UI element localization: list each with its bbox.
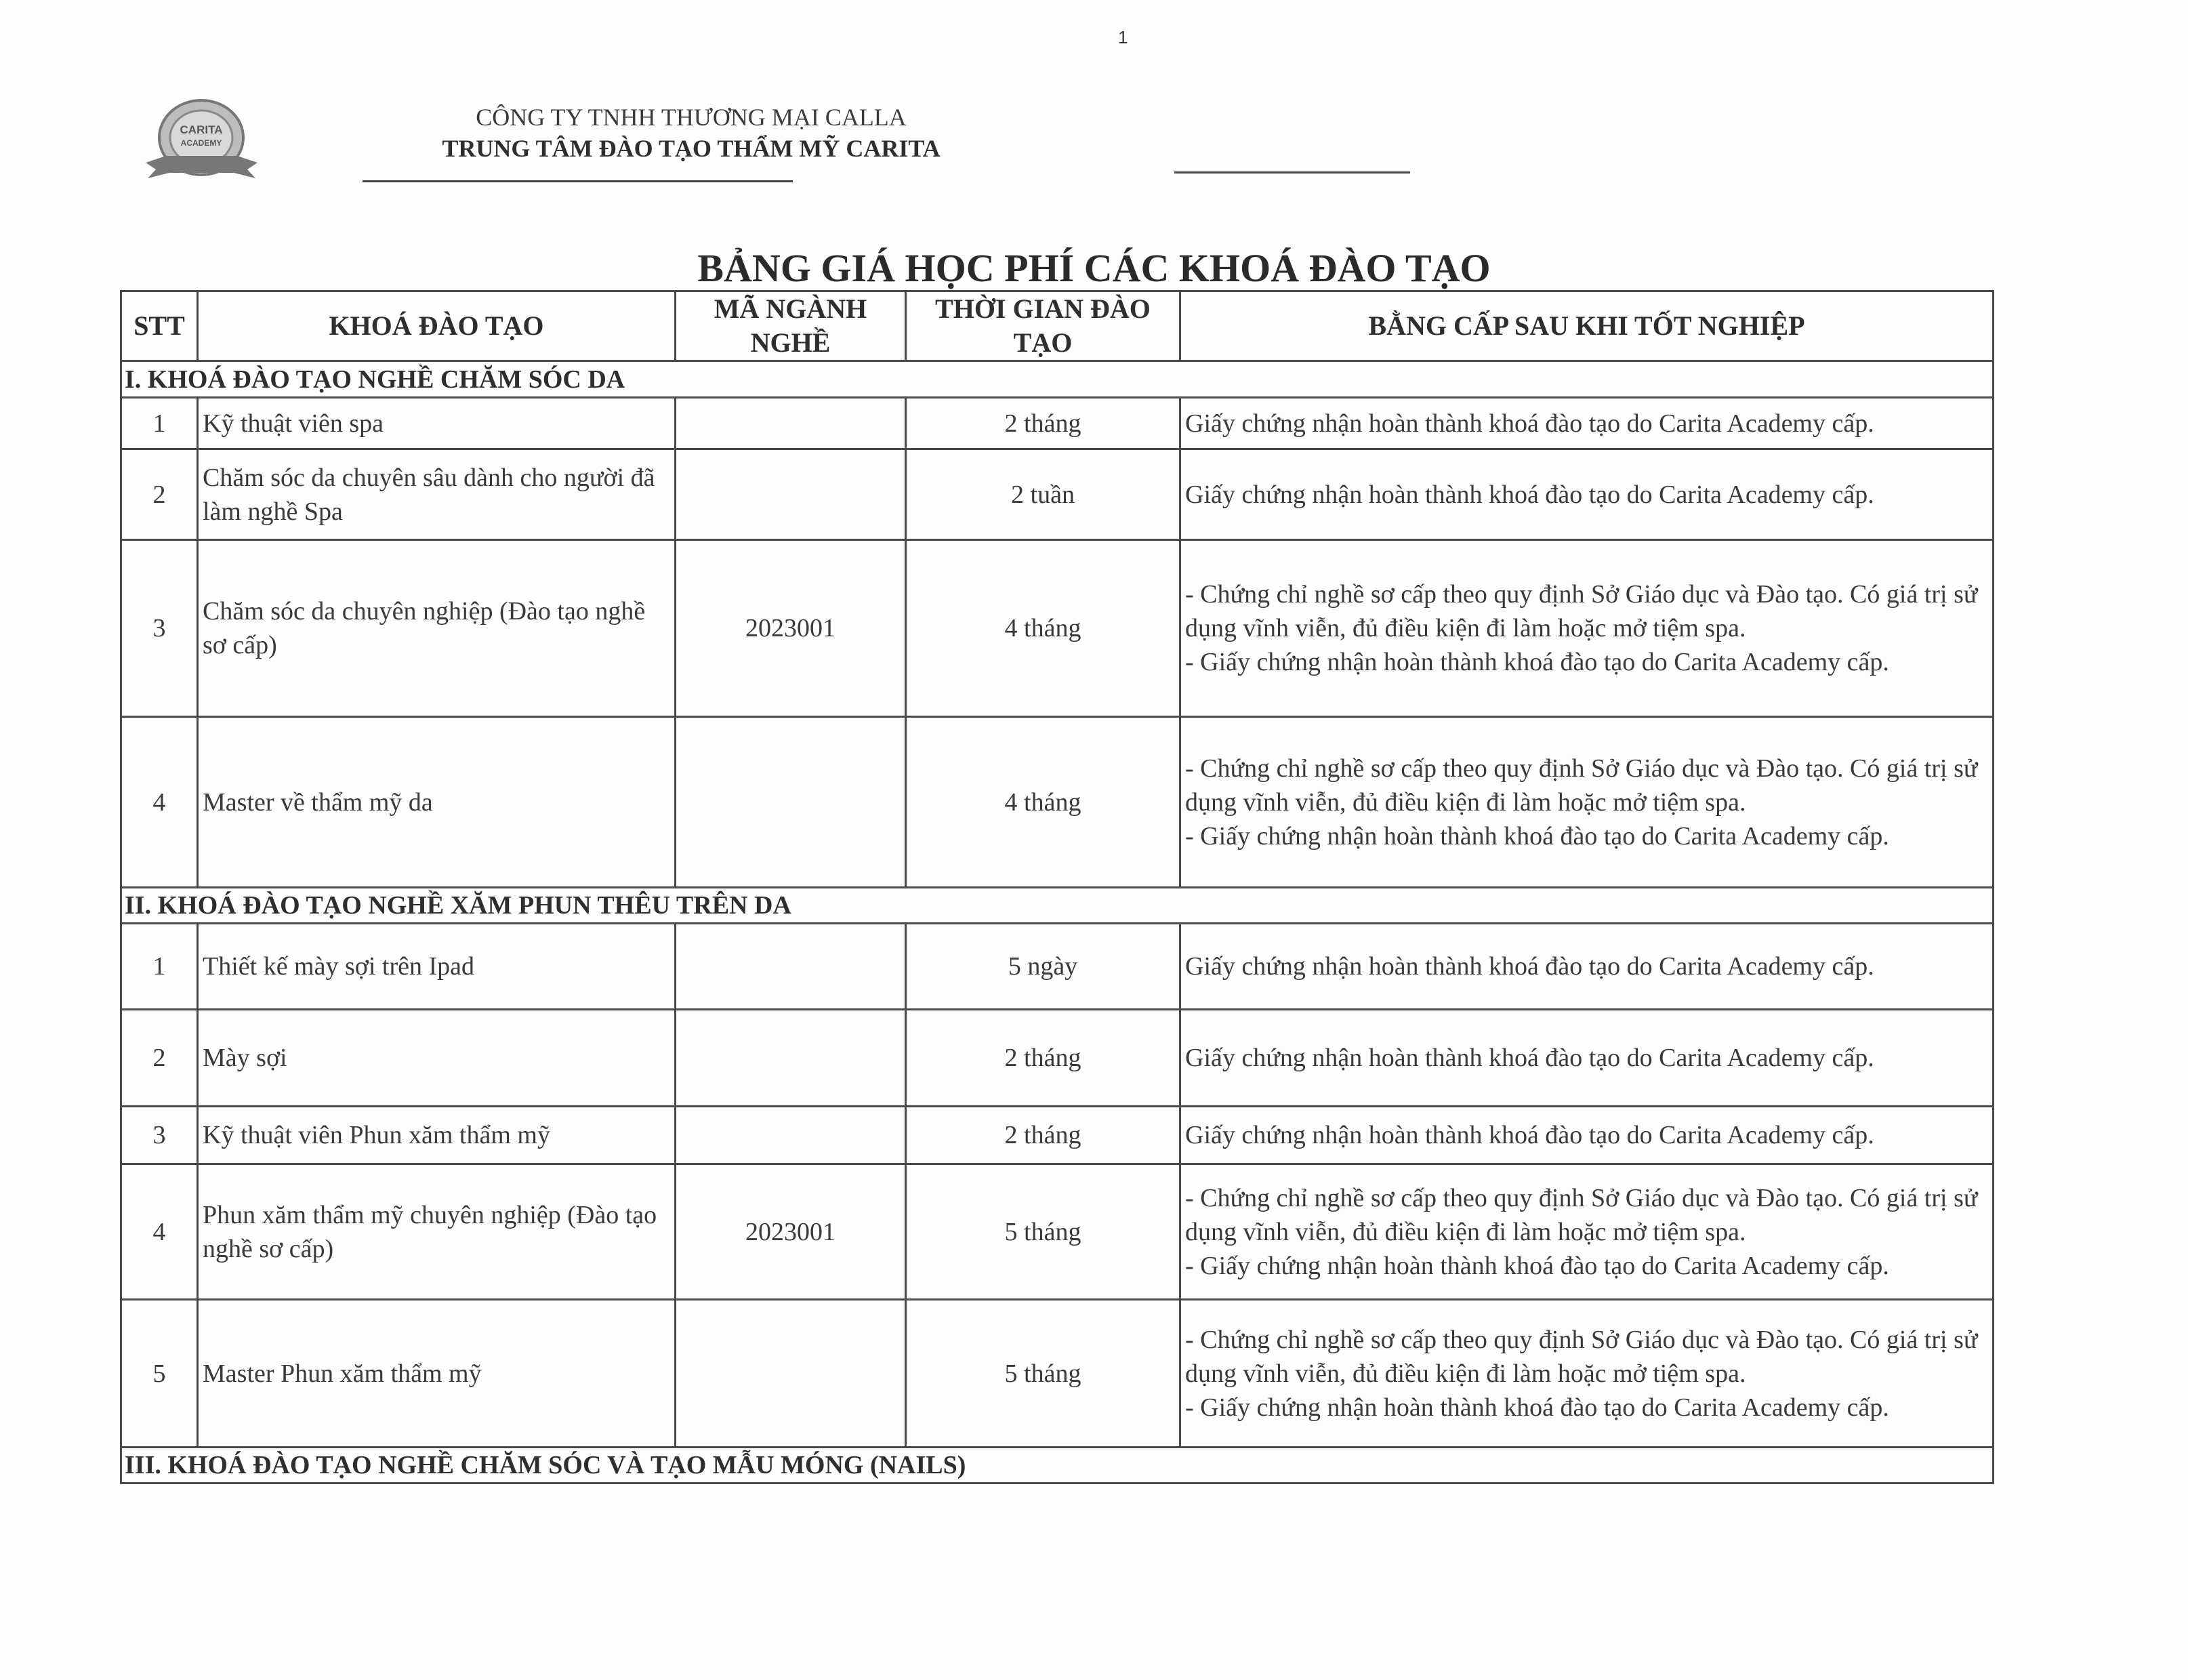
row-code: 2023001 xyxy=(676,1164,906,1300)
certificate-line: - Giấy chứng nhận hoàn thành khoá đào tạo do Carita Academy cấp. xyxy=(1185,821,1889,851)
table-row xyxy=(121,924,1994,1010)
table-row xyxy=(121,1010,1994,1107)
logo-text-line1: CARITA xyxy=(180,123,223,136)
row-course: Master về thẩm mỹ da xyxy=(198,717,676,888)
certificate-line: - Giấy chứng nhận hoàn thành khoá đào tạo do Carita Academy cấp. xyxy=(1185,1251,1889,1280)
table-row xyxy=(121,1164,1994,1300)
table-row xyxy=(121,398,1994,449)
row-course: Kỹ thuật viên Phun xăm thẩm mỹ xyxy=(198,1107,676,1164)
section-row xyxy=(121,888,1994,924)
certificate-line: - Chứng chỉ nghề sơ cấp theo quy định Sở Giáo dục và Đào tạo. Có giá trị sử dụng vĩnh viễn, đủ điều kiện đi làm hoặc mở tiệm spa. xyxy=(1185,580,1978,642)
row-certificate xyxy=(1180,398,1994,449)
row-stt: 3 xyxy=(121,1107,198,1164)
row-duration: 5 ngày xyxy=(906,924,1180,1010)
row-code xyxy=(676,449,906,540)
course-table xyxy=(120,290,1994,1484)
row-code xyxy=(676,1010,906,1107)
certificate-line: - Giấy chứng nhận hoàn thành khoá đào tạo do Carita Academy cấp. xyxy=(1185,648,1889,676)
row-code xyxy=(676,924,906,1010)
row-course: Chăm sóc da chuyên nghiệp (Đào tạo nghề sơ cấp) xyxy=(198,540,676,717)
header-underline-right xyxy=(1174,171,1410,173)
center-name: TRUNG TÂM ĐÀO TẠO THẨM MỸ CARITA xyxy=(442,135,941,162)
row-stt: 2 xyxy=(121,449,198,540)
row-duration: 4 tháng xyxy=(906,717,1180,888)
table-row xyxy=(121,449,1994,540)
row-duration: 2 tuần xyxy=(906,449,1180,540)
col-header-course: KHOÁ ĐÀO TẠO xyxy=(198,291,676,361)
row-stt: 1 xyxy=(121,924,198,1010)
row-certificate xyxy=(1180,449,1994,540)
row-certificate xyxy=(1180,924,1994,1010)
certificate-line: Giấy chứng nhận hoàn thành khoá đào tạo do Carita Academy cấp. xyxy=(1185,480,1874,509)
carita-academy-logo xyxy=(139,98,264,186)
row-duration: 2 tháng xyxy=(906,1010,1180,1107)
row-course: Mày sợi xyxy=(198,1010,676,1107)
table-row xyxy=(121,1107,1994,1164)
certificate-line: - Giấy chứng nhận hoàn thành khoá đào tạo do Carita Academy cấp. xyxy=(1185,1393,1889,1422)
col-header-stt: STT xyxy=(121,291,198,361)
row-code xyxy=(676,398,906,449)
document-header xyxy=(352,102,1030,164)
table-row xyxy=(121,1300,1994,1448)
document-title: BẢNG GIÁ HỌC PHÍ CÁC KHOÁ ĐÀO TẠO xyxy=(697,246,1491,290)
row-code: 2023001 xyxy=(676,540,906,717)
header-underline-left xyxy=(363,180,793,182)
row-code xyxy=(676,1107,906,1164)
row-stt: 4 xyxy=(121,1164,198,1300)
section-title: II. KHOÁ ĐÀO TẠO NGHỀ XĂM PHUN THÊU TRÊN DA xyxy=(121,888,1994,924)
row-duration: 2 tháng xyxy=(906,1107,1180,1164)
section-row xyxy=(121,1448,1994,1483)
logo-text-line2: ACADEMY xyxy=(180,138,222,148)
row-duration: 5 tháng xyxy=(906,1300,1180,1448)
row-certificate xyxy=(1180,1010,1994,1107)
row-certificate xyxy=(1180,1107,1994,1164)
certificate-line: Giấy chứng nhận hoàn thành khoá đào tạo do Carita Academy cấp. xyxy=(1185,1121,1874,1149)
table-header-row xyxy=(121,291,1994,361)
row-duration: 4 tháng xyxy=(906,540,1180,717)
table-row xyxy=(121,540,1994,717)
row-stt: 5 xyxy=(121,1300,198,1448)
row-duration: 2 tháng xyxy=(906,398,1180,449)
certificate-line: - Chứng chỉ nghề sơ cấp theo quy định Sở Giáo dục và Đào tạo. Có giá trị sử dụng vĩnh viễn, đủ điều kiện đi làm hoặc mở tiệm spa. xyxy=(1185,754,1978,817)
page-number: 1 xyxy=(1118,27,1128,47)
row-stt: 4 xyxy=(121,717,198,888)
row-code xyxy=(676,1300,906,1448)
row-stt: 3 xyxy=(121,540,198,717)
section-row xyxy=(121,361,1994,398)
certificate-line: Giấy chứng nhận hoàn thành khoá đào tạo do Carita Academy cấp. xyxy=(1185,1044,1874,1072)
row-duration: 5 tháng xyxy=(906,1164,1180,1300)
certificate-line: - Chứng chỉ nghề sơ cấp theo quy định Sở Giáo dục và Đào tạo. Có giá trị sử dụng vĩnh viễn, đủ điều kiện đi làm hoặc mở tiệm spa. xyxy=(1185,1183,1978,1246)
col-header-certificate: BẰNG CẤP SAU KHI TỐT NGHIỆP xyxy=(1180,291,1994,361)
row-course: Master Phun xăm thẩm mỹ xyxy=(198,1300,676,1448)
table-row xyxy=(121,717,1994,888)
row-certificate xyxy=(1180,1164,1994,1300)
row-certificate xyxy=(1180,1300,1994,1448)
row-stt: 1 xyxy=(121,398,198,449)
row-stt: 2 xyxy=(121,1010,198,1107)
row-course: Thiết kế mày sợi trên Ipad xyxy=(198,924,676,1010)
certificate-line: Giấy chứng nhận hoàn thành khoá đào tạo do Carita Academy cấp. xyxy=(1185,409,1874,438)
section-title: I. KHOÁ ĐÀO TẠO NGHỀ CHĂM SÓC DA xyxy=(121,361,1994,398)
row-course: Chăm sóc da chuyên sâu dành cho người đã làm nghề Spa xyxy=(198,449,676,540)
row-course: Phun xăm thẩm mỹ chuyên nghiệp (Đào tạo nghề sơ cấp) xyxy=(198,1164,676,1300)
row-certificate xyxy=(1180,717,1994,888)
row-course: Kỹ thuật viên spa xyxy=(198,398,676,449)
col-header-code: MÃ NGÀNH NGHỀ xyxy=(676,291,906,361)
row-certificate xyxy=(1180,540,1994,717)
section-title: III. KHOÁ ĐÀO TẠO NGHỀ CHĂM SÓC VÀ TẠO MẪU MÓNG (NAILS) xyxy=(121,1448,1994,1483)
company-name: CÔNG TY TNHH THƯƠNG MẠI CALLA xyxy=(476,104,907,131)
col-header-duration: THỜI GIAN ĐÀO TẠO xyxy=(906,291,1180,361)
row-code xyxy=(676,717,906,888)
certificate-line: - Chứng chỉ nghề sơ cấp theo quy định Sở Giáo dục và Đào tạo. Có giá trị sử dụng vĩnh viễn, đủ điều kiện đi làm hoặc mở tiệm spa. xyxy=(1185,1325,1978,1388)
certificate-line: Giấy chứng nhận hoàn thành khoá đào tạo do Carita Academy cấp. xyxy=(1185,952,1874,981)
